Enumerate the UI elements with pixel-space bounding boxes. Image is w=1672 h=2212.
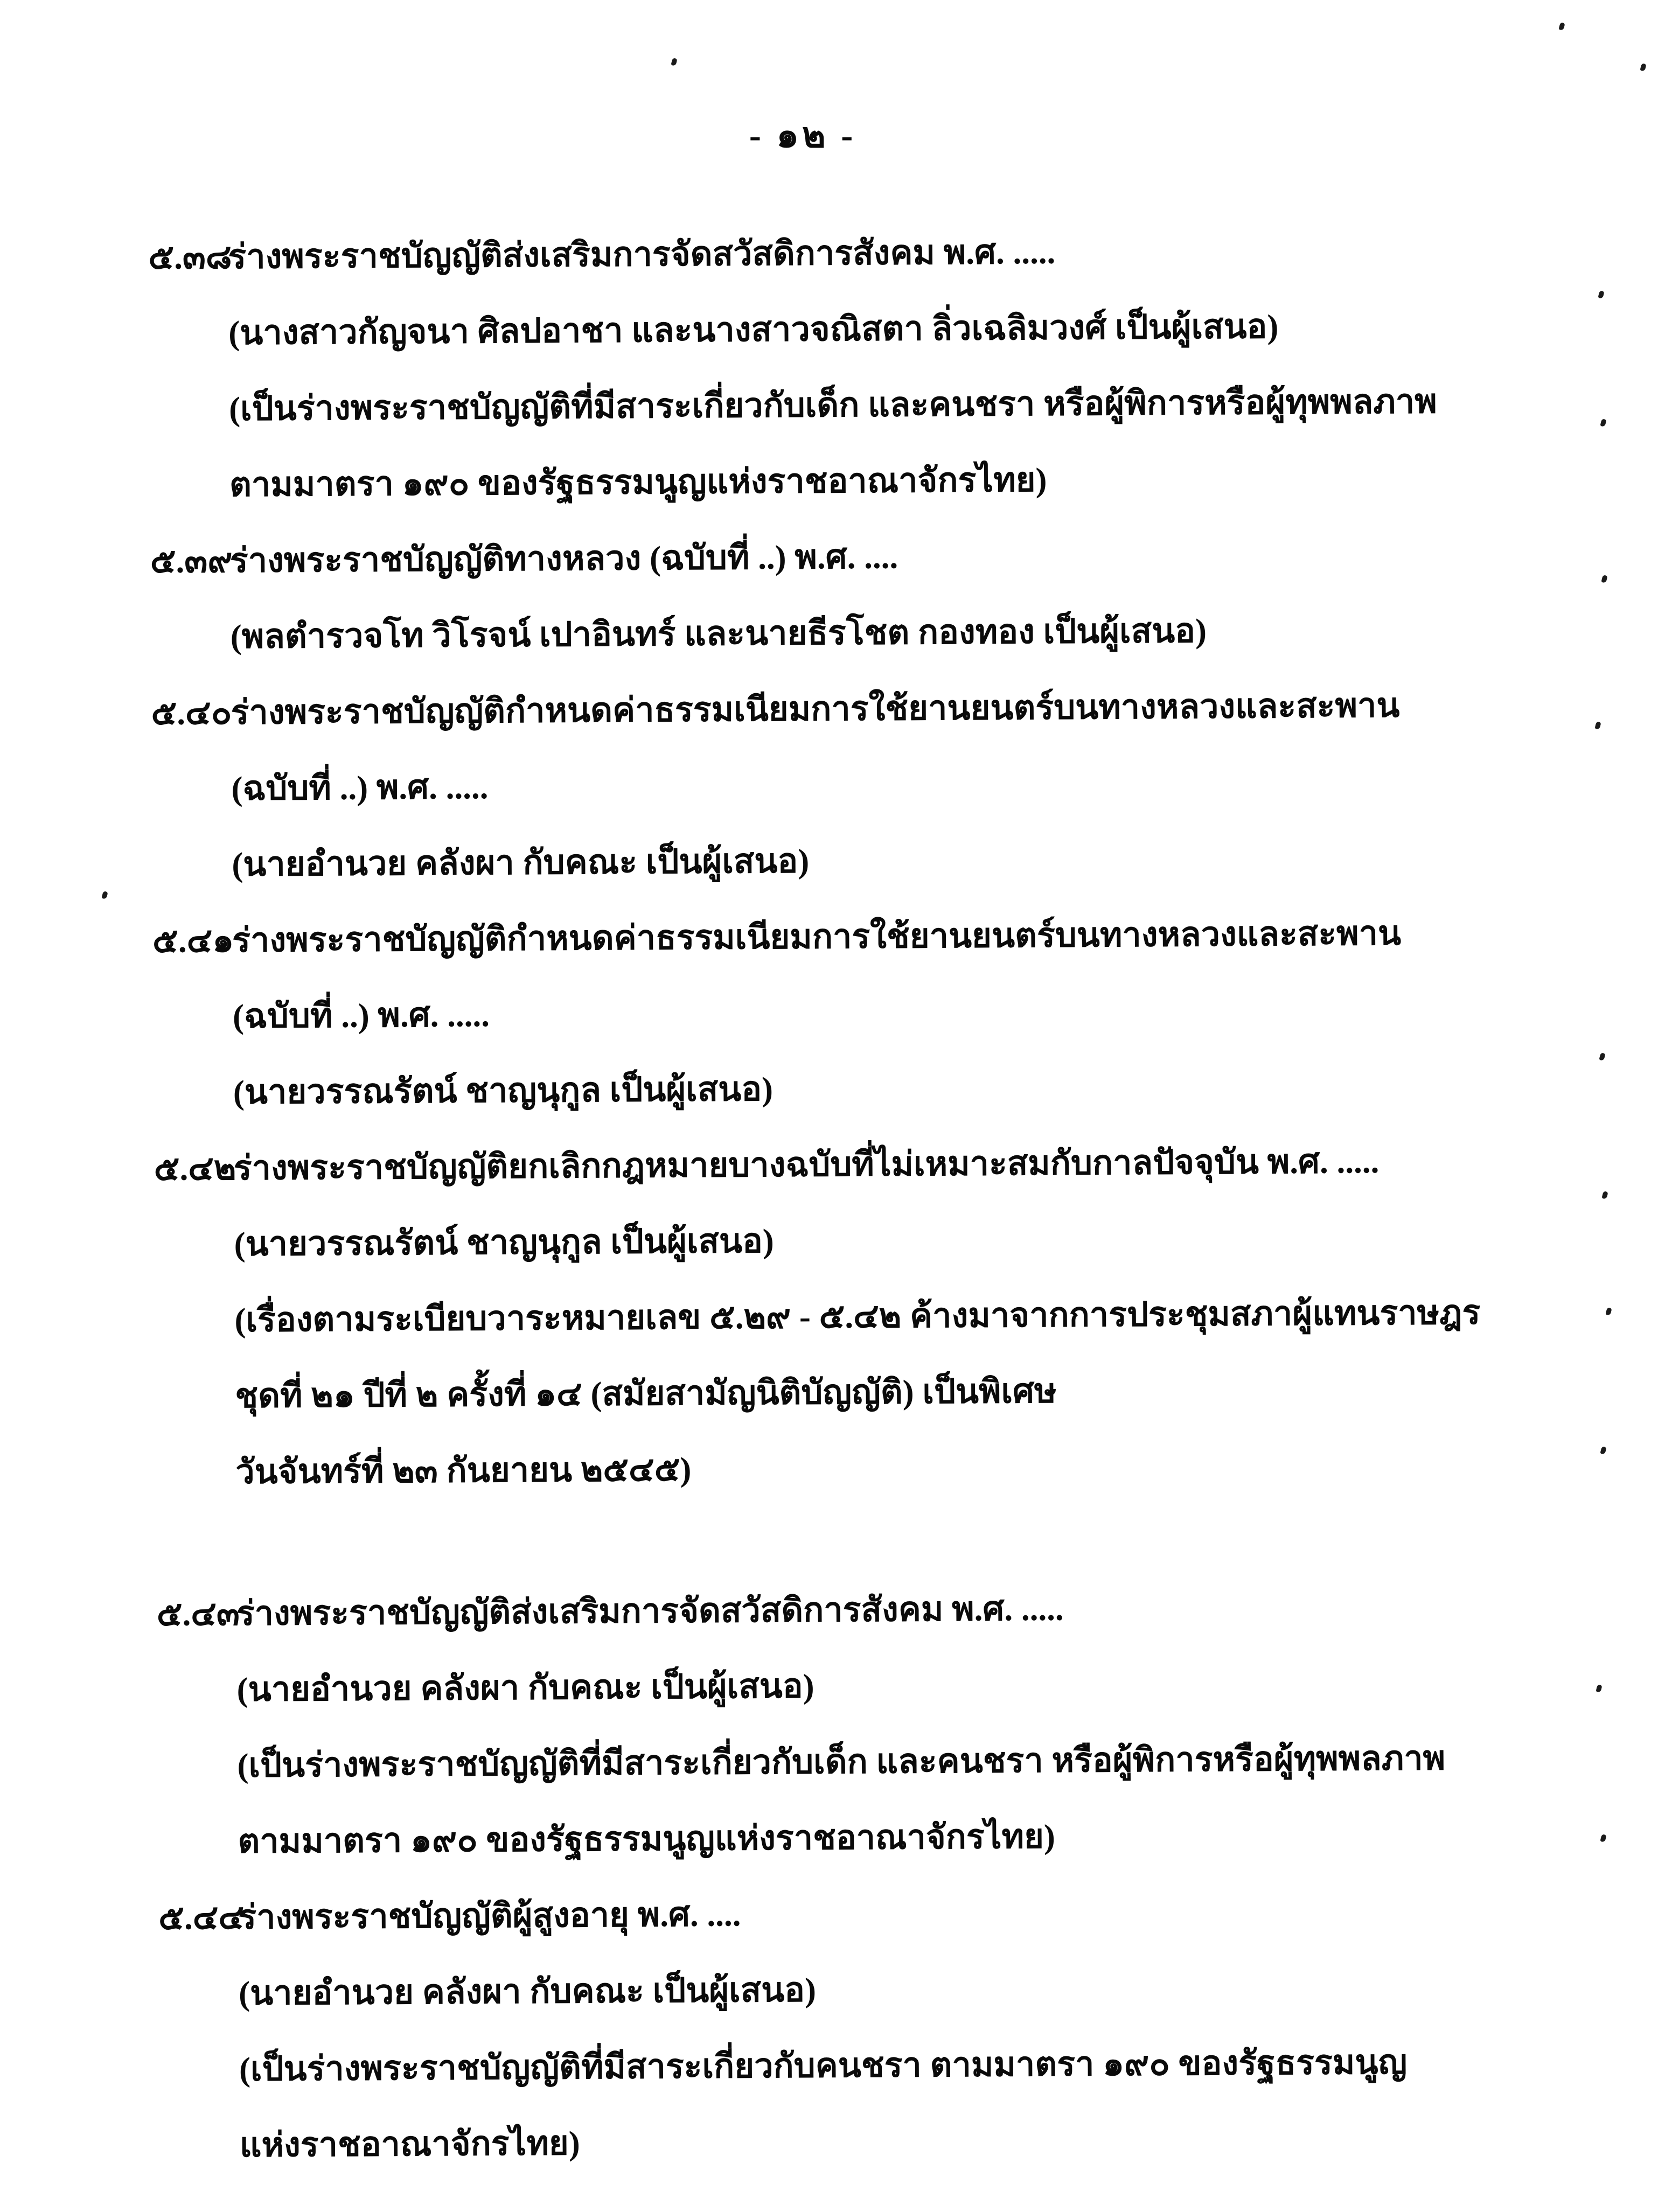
item-title-line: ร่างพระราชบัญญัติส่งเสริมการจัดสวัสดิการสังคม พ.ศ. ..... (228, 233, 1056, 276)
item-detail-line: (นายวรรณรัตน์ ชาญนุกูล เป็นผู้เสนอ) (234, 1222, 774, 1264)
scan-speck (671, 58, 677, 66)
item-detail-line: (นางสาวกัญจนา ศิลปอาชา และนางสาวจณิสตา ลิ่วเฉลิมวงศ์ เป็นผู้เสนอ) (228, 308, 1279, 352)
item-title-line: ร่างพระราชบัญญัติผู้สูงอายุ พ.ศ. .... (238, 1895, 741, 1937)
page-number: - ๑๒ - (749, 116, 856, 155)
item-number: ๕.๔๐ (151, 694, 232, 732)
item-detail-line: (เป็นร่างพระราชบัญญัติที่มีสาระเกี่ยวกับเด็ก และคนชรา หรือผู้พิการหรือผู้ทุพพลภาพ (237, 1739, 1446, 1785)
agenda-item (158, 1871, 1625, 2184)
agenda-item (152, 894, 1619, 1131)
item-detail-line: (เรื่องตามระเบียบวาระหมายเลข ๕.๒๙ - ๕.๔๒ ค้างมาจากการประชุมสภาผู้แทนราษฎร (234, 1293, 1481, 1339)
item-detail-line: วันจันทร์ที่ ๒๓ กันยายน ๒๕๔๕) (235, 1450, 692, 1491)
scan-speck (1558, 22, 1565, 31)
item-detail-line: (นายอำนวย คลังผา กับคณะ เป็นผู้เสนอ) (238, 1971, 817, 2013)
item-detail-line: (พลตำรวจโท วิโรจน์ เปาอินทร์ และนายธีรโชต กองทอง เป็นผู้เสนอ) (230, 612, 1207, 656)
item-detail-line: (ฉบับที่ ..) พ.ศ. ..... (232, 996, 490, 1036)
item-number: ๕.๔๑ (152, 922, 234, 960)
item-detail-line: (เป็นร่างพระราชบัญญัติที่มีสาระเกี่ยวกับคนชรา ตามมาตรา ๑๙๐ ของรัฐธรรมนูญ (239, 2043, 1408, 2089)
agenda-item (148, 211, 1614, 524)
item-detail-line: (เป็นร่างพระราชบัญญัติที่มีสาระเกี่ยวกับเด็ก และคนชรา หรือผู้พิการหรือผู้ทุพพลภาพ (228, 382, 1438, 428)
item-detail-line: (นายอำนวย คลังผา กับคณะ เป็นผู้เสนอ) (236, 1667, 814, 1709)
agenda-item (151, 666, 1617, 903)
item-detail-line: (นายอำนวย คลังผา กับคณะ เป็นผู้เสนอ) (232, 842, 810, 884)
agenda-item (154, 1122, 1620, 1511)
item-detail-line: ชุดที่ ๒๑ ปีที่ ๒ ครั้งที่ ๑๔ (สมัยสามัญนิติบัญญัติ) เป็นพิเศษ (235, 1372, 1057, 1415)
item-detail-line: ตามมาตรา ๑๙๐ ของรัฐธรรมนูญแห่งราชอาณาจักรไทย) (238, 1817, 1056, 1861)
item-title-line: ร่างพระราชบัญญัติทางหลวง (ฉบับที่ ..) พ.ศ. .... (229, 538, 898, 580)
item-number: ๕.๓๘ (148, 238, 232, 276)
scan-speck (1640, 63, 1646, 72)
item-number: ๕.๔๓ (156, 1595, 240, 1633)
item-title-line: ร่างพระราชบัญญัติกำหนดค่าธรรมเนียมการใช้ยานยนตร์บนทางหลวงและสะพาน (232, 914, 1402, 960)
agenda-item (150, 514, 1615, 675)
item-detail-line: (นายวรรณรัตน์ ชาญนุกูล เป็นผู้เสนอ) (233, 1070, 774, 1112)
item-title-line: ร่างพระราชบัญญัติส่งเสริมการจัดสวัสดิการสังคม พ.ศ. ..... (236, 1589, 1064, 1633)
scan-speck (101, 891, 108, 899)
item-detail-line: แห่งราชอาณาจักรไทย) (239, 2124, 580, 2165)
item-title-line: ร่างพระราชบัญญัติยกเลิกกฎหมายบางฉบับที่ไม่เหมาะสมกับกาลปัจจุบัน พ.ศ. ..... (233, 1142, 1380, 1188)
item-number: ๕.๓๙ (150, 542, 233, 580)
item-number: ๕.๔๒ (154, 1149, 236, 1188)
item-detail-line: ตามมาตรา ๑๙๐ ของรัฐธรรมนูญแห่งราชอาณาจักรไทย) (229, 460, 1047, 504)
item-detail-line: (ฉบับที่ ..) พ.ศ. ..... (231, 768, 489, 808)
agenda-item (156, 1567, 1622, 1880)
agenda-item-list (148, 211, 1625, 2184)
item-number: ๕.๔๔ (158, 1898, 245, 1937)
item-title-line: ร่างพระราชบัญญัติกำหนดค่าธรรมเนียมการใช้ยานยนตร์บนทางหลวงและสะพาน (231, 686, 1400, 732)
